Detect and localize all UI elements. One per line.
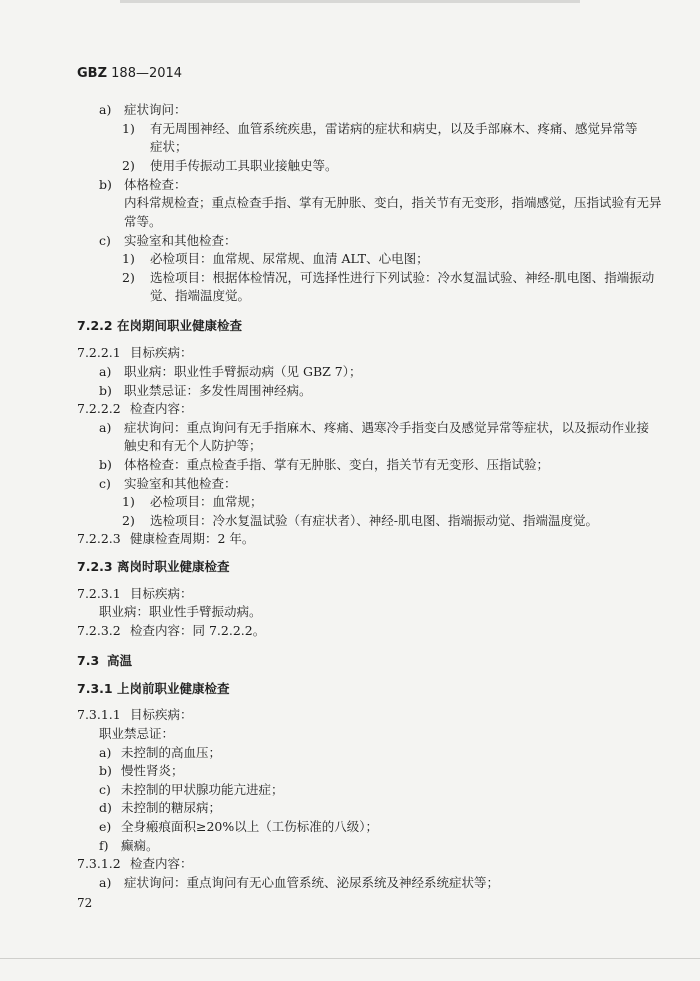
- section-heading-7-3: 7.3 高温: [77, 653, 133, 668]
- text-line: 症状；: [150, 139, 188, 154]
- text-line: 觉、指端温度觉。: [150, 288, 251, 303]
- list-item-e: e) 全身瘢痕面积≥20%以上（工伤标准的八级）；: [99, 819, 379, 834]
- item-b-physical-exam: b) 体格检查：重点检查手指、掌有无肿胀、变白，指关节有无变形、压指试验；: [99, 457, 550, 472]
- item-a-symptom-inquiry: a) 症状询问：重点询问有无手指麻木、疼痛、遇寒冷手指变白及感觉异常等症状，以及振动作业接: [99, 420, 650, 435]
- scan-edge-line: [0, 958, 700, 959]
- text-line: 内科常规检查；重点检查手指、掌有无肿胀、变白，指关节有无变形，指端感觉，压指试验有无异: [124, 195, 662, 210]
- clause-7-3-1-1: 7.3.1.1 目标疾病：: [77, 707, 193, 722]
- header-standard-number: 188—2014: [111, 66, 183, 81]
- list-item-c: c) 未控制的甲状腺功能亢进症；: [99, 782, 284, 797]
- clause-7-2-3-1: 7.2.3.1 目标疾病：: [77, 586, 193, 601]
- page-number: 72: [77, 896, 93, 910]
- item-2-exposure: 2) 使用手传振动工具职业接触史等。: [122, 158, 338, 173]
- item-1-required-tests: 1) 必检项目：血常规、尿常规、血清 ALT、心电图；: [122, 251, 429, 266]
- section-heading-7-2-3: 7.2.3 离岗时职业健康检查: [77, 559, 230, 574]
- text-line: 常等。: [124, 214, 162, 229]
- section-heading-7-2-2: 7.2.2 在岗期间职业健康检查: [77, 318, 243, 333]
- clause-7-2-2-2: 7.2.2.2 检查内容：: [77, 401, 193, 416]
- scan-edge-line: [120, 0, 580, 3]
- item-a-occupational-disease: a) 职业病：职业性手臂振动病（见 GBZ 7）；: [99, 364, 362, 379]
- text-line: 职业病：职业性手臂振动病。: [99, 604, 262, 619]
- clause-7-2-2-1: 7.2.2.1 目标疾病：: [77, 345, 193, 360]
- item-a-symptom-inquiry: a) 症状询问：重点询问有无心血管系统、泌尿系统及神经系统症状等；: [99, 875, 500, 890]
- list-item-f: f) 癫痫。: [99, 838, 159, 853]
- item-c-lab-tests: c) 实验室和其他检查：: [99, 233, 237, 248]
- item-2-optional-tests: 2) 选检项目：冷水复温试验（有症状者）、神经-肌电图、指端振动觉、指端温度觉。: [122, 513, 598, 528]
- text-line: 触史和有无个人防护等；: [124, 438, 262, 453]
- section-heading-7-3-1: 7.3.1 上岗前职业健康检查: [77, 681, 230, 696]
- text-line: 职业禁忌证：: [99, 726, 175, 741]
- item-1-history: 1) 有无周围神经、血管系统疾患，雷诺病的症状和病史，以及手部麻木、疼痛、感觉异常等: [122, 121, 638, 136]
- list-item-a: a) 未控制的高血压；: [99, 745, 222, 760]
- item-b-contraindication: b) 职业禁忌证：多发性周围神经病。: [99, 383, 312, 398]
- list-item-b: b) 慢性肾炎；: [99, 763, 184, 778]
- clause-7-2-3-2: 7.2.3.2 检查内容：同 7.2.2.2。: [77, 623, 266, 638]
- item-c-lab-tests: c) 实验室和其他检查：: [99, 476, 237, 491]
- item-1-required-tests: 1) 必检项目：血常规；: [122, 494, 263, 509]
- list-item-d: d) 未控制的糖尿病；: [99, 800, 222, 815]
- clause-7-2-2-3: 7.2.2.3 健康检查周期：2 年。: [77, 531, 255, 546]
- item-b-physical-exam: b) 体格检查：: [99, 177, 187, 192]
- clause-7-3-1-2: 7.3.1.2 检查内容：: [77, 856, 193, 871]
- header-standard-code: GBZ: [77, 66, 108, 81]
- page-header: [77, 66, 182, 82]
- item-2-optional-tests: 2) 选检项目：根据体检情况，可选择性进行下列试验：冷水复温试验、神经-肌电图、指端振动: [122, 270, 655, 285]
- item-a-symptom-inquiry: a) 症状询问：: [99, 102, 187, 117]
